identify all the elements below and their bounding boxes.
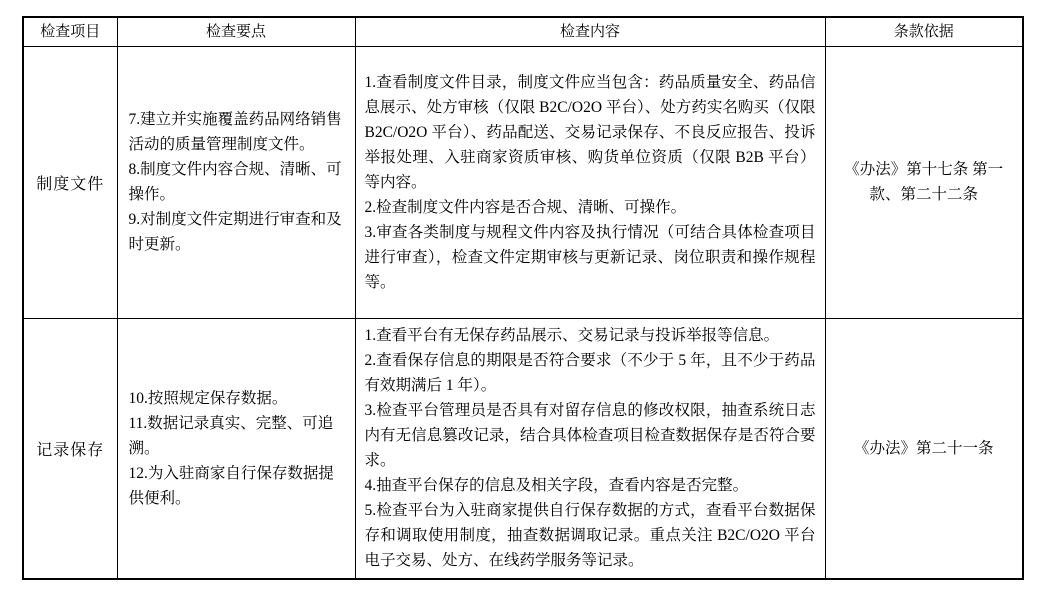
content-item: 3.审查各类制度与规程文件内容及执行情况（可结合具体检查项目进行审查），检查文件定期审核与更新记录、岗位职责和操作规程等。	[364, 223, 816, 291]
cell-key-points	[117, 46, 355, 318]
col-header-contents: 检查内容	[355, 17, 825, 46]
table-row-record-keeping	[23, 318, 1023, 579]
table-row-system-documents	[23, 46, 1023, 318]
cell-key-points	[117, 318, 355, 579]
content-item: 2.检查制度文件内容是否合规、清晰、可操作。	[364, 198, 687, 216]
key-point: 8.制度文件内容合规、清晰、可操作。	[128, 161, 342, 203]
cell-inspection-contents	[355, 46, 825, 318]
content-item: 1.查看制度文件目录，制度文件应当包含：药品质量安全、药品信息展示、处方审核（仅限 B2C/O2O 平台）、处方药实名购买（仅限 B2C/O2O 平台）、药品配送、交易记录保存、不良反应报告、投诉举报处理、入驻商家资质审核、购货单位资质（仅限 B2B 平台）等内容。	[364, 73, 816, 191]
key-point: 7.建立并实施覆盖药品网络销售活动的质量管理制度文件。	[128, 111, 342, 153]
content-item: 4.抽查平台保存的信息及相关字段，查看内容是否完整。	[364, 477, 749, 495]
cell-inspection-item: 记录保存	[23, 318, 117, 579]
col-header-key-points: 检查要点	[117, 17, 355, 46]
inspection-table	[22, 16, 1024, 580]
content-item: 1.查看平台有无保存药品展示、交易记录与投诉举报等信息。	[364, 327, 780, 345]
key-point: 9.对制度文件定期进行审查和及时更新。	[128, 211, 342, 253]
cell-inspection-item: 制度文件	[23, 46, 117, 318]
cell-inspection-contents	[355, 318, 825, 579]
content-item: 3.检查平台管理员是否具有对留存信息的修改权限，抽查系统日志内有无信息篡改记录，结合具体检查项目检查数据保存是否符合要求。	[364, 402, 816, 470]
content-item: 2.查看保存信息的期限是否符合要求（不少于 5 年，且不少于药品有效期满后 1 年）。	[364, 352, 816, 395]
col-header-inspection-item: 检查项目	[23, 17, 117, 46]
key-point: 12.为入驻商家自行保存数据提供便利。	[128, 464, 334, 507]
cell-clause-basis: 《办法》第十七条 第一款、第二十二条	[825, 46, 1023, 318]
cell-clause-basis: 《办法》第二十一条	[825, 318, 1023, 579]
header-row	[23, 17, 1023, 46]
key-point: 10.按照规定保存数据。	[128, 389, 288, 407]
col-header-clause-basis: 条款依据	[825, 17, 1023, 46]
content-item: 5.检查平台为入驻商家提供自行保存数据的方式，查看平台数据保存和调取使用制度，抽查数据调取记录。重点关注 B2C/O2O 平台电子交易、处方、在线药学服务等记录。	[364, 502, 816, 570]
key-point: 11.数据记录真实、完整、可追溯。	[128, 414, 334, 457]
